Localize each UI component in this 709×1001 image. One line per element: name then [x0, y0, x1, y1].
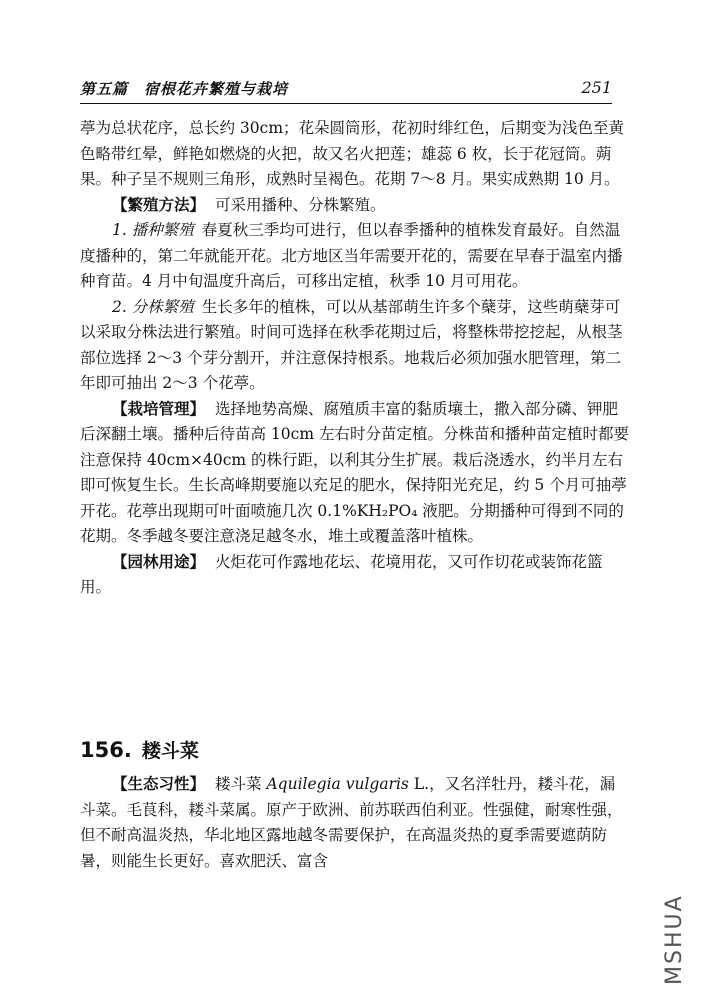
- seed-subheading: 1. 播种繁殖: [112, 221, 194, 239]
- watermark: MSHUA: [662, 894, 687, 985]
- section-heading: [80, 736, 199, 763]
- latin-author: L.: [413, 775, 430, 793]
- propagation-tag: 【繁殖方法】: [112, 195, 206, 214]
- paragraph-garden: [80, 550, 630, 601]
- paragraph-description: 葶为总状花序，总长约 30cm；花朵圆筒形，花初时绯红色，后期变为浅色至黄色略带红晕，鲜艳如燃烧的火把，故又名火把莲；雄蕊 6 枚，长于花冠筒。蒴果。种子呈不规则三角形，成熟时呈褐色。花期 7～8 月。果实成熟期 10 月。: [80, 119, 625, 188]
- section-title: 耧斗菜: [141, 740, 199, 762]
- propagation-text: 可采用播种、分株繁殖。: [215, 195, 386, 214]
- ecology-tag: 【生态习性】: [112, 775, 206, 793]
- division-subheading: 2. 分株繁殖: [112, 297, 194, 316]
- cultivation-tag: 【栽培管理】: [112, 399, 206, 418]
- paragraph-ecology: [80, 772, 630, 874]
- chapter-title: 第五篇 宿根花卉繁殖与栽培: [80, 80, 289, 98]
- seed-text: 春夏秋三季均可进行，但以春季播种的植株发育最好。自然温度播种的，第二年就能开花。北方地区当年需要开花的，需要在早春于温室内播种育苗。4 月中旬温度升高后，可移出定植，秋季 10 月可用花。: [80, 221, 623, 290]
- latin-name: Aquilegia vulgaris: [266, 775, 409, 793]
- garden-text: 火炬花可作露地花坛、花境用花，又可作切花或装饰花篮用。: [80, 552, 603, 596]
- garden-tag: 【园林用途】: [112, 552, 206, 571]
- ecology-text: ，又名洋牡丹，耧斗花，漏斗菜。毛茛科，耧斗菜属。原产于欧洲、前苏联西伯利亚。性强健，耐寒性强，但不耐高温炎热，华北地区露地越冬需要保护，在高温炎热的夏季需要遮荫防暑，则能生长更好。喜欢肥沃、富含: [80, 775, 623, 870]
- paragraph-seed: [80, 218, 630, 295]
- section2-body: [80, 772, 630, 874]
- paragraph-cultivation: [80, 397, 630, 550]
- running-header: [80, 78, 612, 100]
- ecology-lead: 耧斗菜: [215, 775, 262, 793]
- paragraph-propagation: [80, 193, 630, 219]
- cultivation-text: 选择地势高燥、腐殖质丰富的黏质壤土，撒入部分磷、钾肥后深翻土壤。播种后待苗高 10cm 左右时分苗定植。分株苗和播种苗定植时都要注意保持 40cm×40cm 的株行距，以利其分生扩展。栽后浇透水，约半月左右即可恢复生长。生长高峰期要施以充足的肥水，保持阳光充足，约 5 个月可抽葶开花。花葶出现期可叶面喷施几次 0.1%KH₂PO₄ 液肥。分期播种可得到不同的花期。冬季越冬要注意浇足越冬水，堆土或覆盖落叶植株。: [80, 399, 629, 545]
- header-rule: [80, 103, 612, 104]
- page-number: 251: [581, 78, 612, 97]
- division-text: 生长多年的植株，可以从基部萌生许多个蘖芽，这些萌蘖芽可以采取分株法进行繁殖。时间可选择在秋季花期过后，将整株带挖挖起，从根茎部位选择 2～3 个芽分割开，并注意保持根系。地栽后必须加强水肥管理，第二年即可抽出 2～3 个花葶。: [80, 297, 623, 392]
- section-body: [80, 116, 630, 601]
- section-number: 156.: [80, 738, 132, 762]
- paragraph-division: [80, 295, 630, 397]
